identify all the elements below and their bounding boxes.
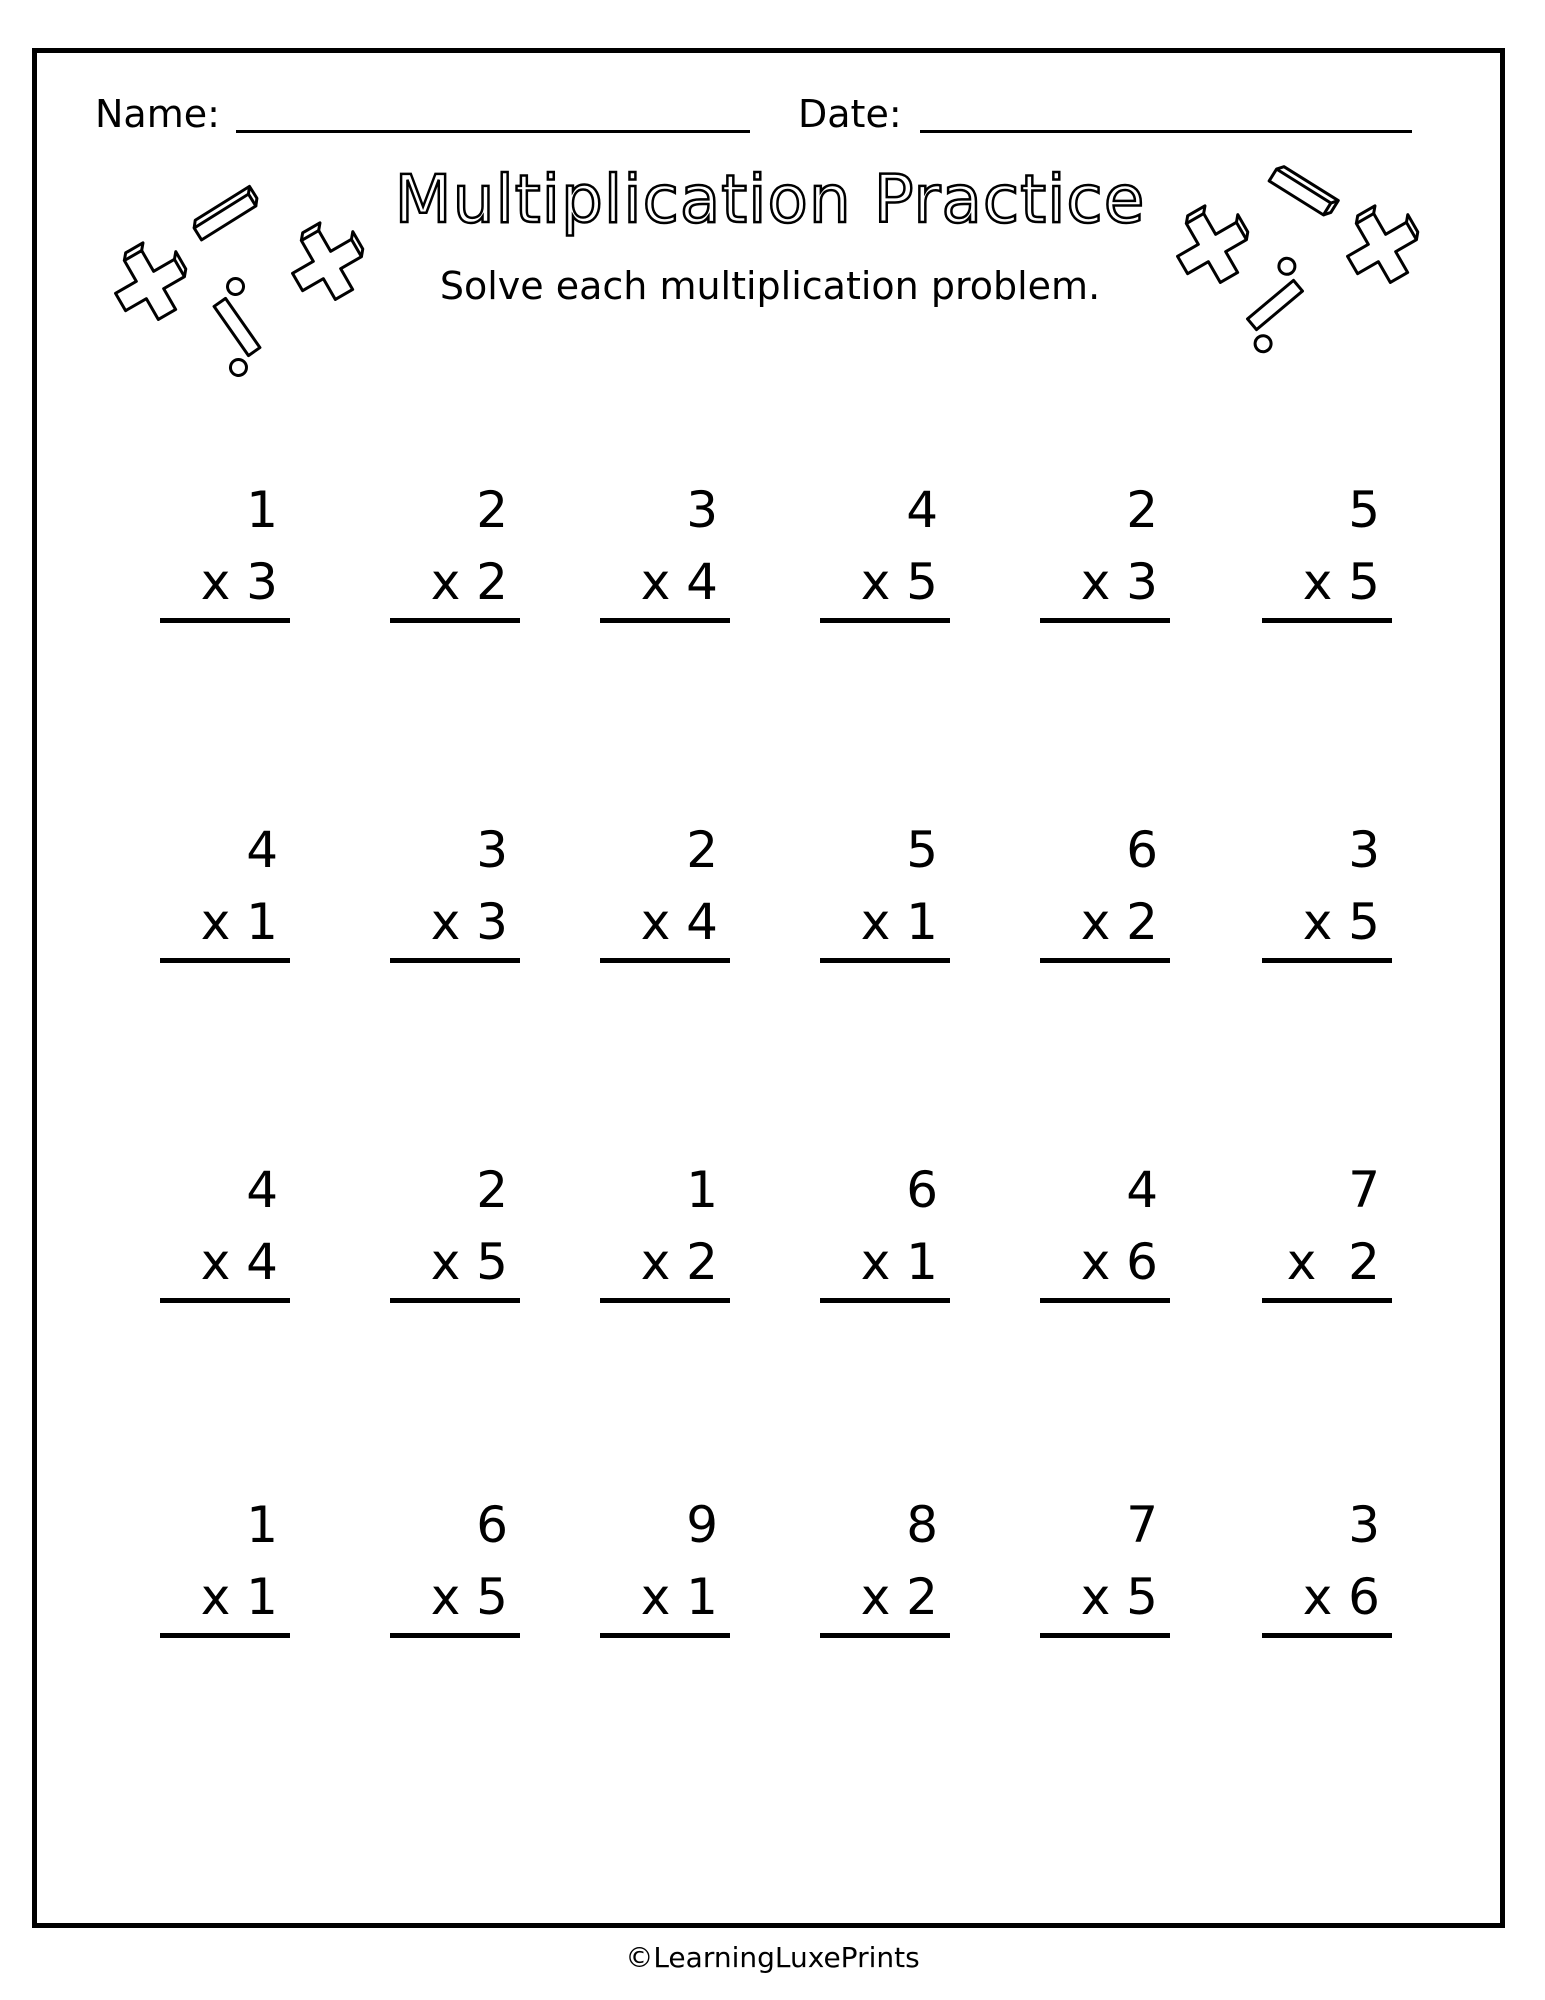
multiplier: x 2	[430, 553, 508, 611]
problem-4-1	[160, 1495, 290, 1645]
multiplier: x 1	[200, 893, 278, 951]
problem-4-2	[390, 1495, 520, 1645]
multiplier: x 2	[860, 1568, 938, 1626]
multiplicand: 3	[686, 481, 718, 539]
multiplicand: 5	[906, 821, 938, 879]
answer-line[interactable]	[1040, 1298, 1170, 1303]
multiplicand: 2	[1126, 481, 1158, 539]
multiplicand: 2	[476, 481, 508, 539]
answer-line[interactable]	[160, 958, 290, 963]
answer-line[interactable]	[1262, 618, 1392, 623]
problem-2-6	[1262, 820, 1392, 970]
multiplier: x 5	[1302, 893, 1380, 951]
problem-1-1	[160, 480, 290, 630]
answer-line[interactable]	[820, 958, 950, 963]
problem-3-4	[820, 1160, 950, 1310]
multiplier: x 5	[1080, 1568, 1158, 1626]
multiplicand: 6	[906, 1161, 938, 1219]
multiplicand: 5	[1348, 481, 1380, 539]
multiplier: x 5	[860, 553, 938, 611]
answer-line[interactable]	[1040, 618, 1170, 623]
multiplicand: 3	[1348, 1496, 1380, 1554]
problem-1-4	[820, 480, 950, 630]
multiplicand: 1	[686, 1161, 718, 1219]
answer-line[interactable]	[1040, 1633, 1170, 1638]
multiplicand: 4	[246, 821, 278, 879]
multiplicand: 1	[246, 1496, 278, 1554]
problem-2-2	[390, 820, 520, 970]
multiplicand: 4	[1126, 1161, 1158, 1219]
problem-2-5	[1040, 820, 1170, 970]
problem-1-2	[390, 480, 520, 630]
problem-2-4	[820, 820, 950, 970]
answer-line[interactable]	[390, 1633, 520, 1638]
answer-line[interactable]	[1262, 1633, 1392, 1638]
problem-4-4	[820, 1495, 950, 1645]
answer-line[interactable]	[820, 1298, 950, 1303]
multiplicand: 3	[476, 821, 508, 879]
multiplier: x 5	[430, 1233, 508, 1291]
multiplicand: 1	[246, 481, 278, 539]
multiplier: x 2	[1080, 893, 1158, 951]
name-label: Name:	[95, 92, 220, 136]
problem-4-3	[600, 1495, 730, 1645]
answer-line[interactable]	[390, 958, 520, 963]
multiplicand: 2	[686, 821, 718, 879]
multiplier: x 1	[860, 893, 938, 951]
answer-line[interactable]	[600, 1633, 730, 1638]
multiplier: x 6	[1302, 1568, 1380, 1626]
answer-line[interactable]	[1040, 958, 1170, 963]
problem-3-3	[600, 1160, 730, 1310]
answer-line[interactable]	[160, 1633, 290, 1638]
multiplier: x 2	[1286, 1233, 1380, 1291]
problem-1-6	[1262, 480, 1392, 630]
multiplier: x 6	[1080, 1233, 1158, 1291]
multiplier: x 1	[860, 1233, 938, 1291]
page-title: Multiplication Practice	[394, 161, 1146, 238]
problem-3-2	[390, 1160, 520, 1310]
problem-3-6	[1262, 1160, 1392, 1310]
multiplier: x 1	[640, 1568, 718, 1626]
multiplicand: 7	[1348, 1161, 1380, 1219]
answer-line[interactable]	[600, 958, 730, 963]
answer-line[interactable]	[160, 618, 290, 623]
answer-line[interactable]	[600, 1298, 730, 1303]
multiplicand: 4	[246, 1161, 278, 1219]
multiplicand: 2	[476, 1161, 508, 1219]
multiplicand: 4	[906, 481, 938, 539]
answer-line[interactable]	[1262, 1298, 1392, 1303]
problem-4-6	[1262, 1495, 1392, 1645]
multiplier: x 5	[430, 1568, 508, 1626]
answer-line[interactable]	[390, 618, 520, 623]
multiplier: x 3	[200, 553, 278, 611]
answer-line[interactable]	[820, 1633, 950, 1638]
multiplicand: 3	[1348, 821, 1380, 879]
answer-line[interactable]	[1262, 958, 1392, 963]
multiplicand: 6	[1126, 821, 1158, 879]
multiplier: x 4	[640, 893, 718, 951]
multiplier: x 4	[640, 553, 718, 611]
multiplier: x 4	[200, 1233, 278, 1291]
answer-line[interactable]	[160, 1298, 290, 1303]
multiplicand: 8	[906, 1496, 938, 1554]
multiplier: x 2	[640, 1233, 718, 1291]
date-label: Date:	[798, 92, 902, 136]
instructions: Solve each multiplication problem.	[439, 264, 1101, 308]
multiplier: x 5	[1302, 553, 1380, 611]
problem-4-5	[1040, 1495, 1170, 1645]
problem-1-3	[600, 480, 730, 630]
problem-3-5	[1040, 1160, 1170, 1310]
problem-1-5	[1040, 480, 1170, 630]
answer-line[interactable]	[390, 1298, 520, 1303]
multiplier: x 1	[200, 1568, 278, 1626]
answer-line[interactable]	[820, 618, 950, 623]
problem-3-1	[160, 1160, 290, 1310]
multiplicand: 6	[476, 1496, 508, 1554]
multiplicand: 9	[686, 1496, 718, 1554]
answer-line[interactable]	[600, 618, 730, 623]
problem-2-3	[600, 820, 730, 970]
problem-2-1	[160, 820, 290, 970]
copyright-footer: ©LearningLuxePrints	[625, 1941, 920, 1974]
multiplicand: 7	[1126, 1496, 1158, 1554]
multiplier: x 3	[1080, 553, 1158, 611]
multiplier: x 3	[430, 893, 508, 951]
